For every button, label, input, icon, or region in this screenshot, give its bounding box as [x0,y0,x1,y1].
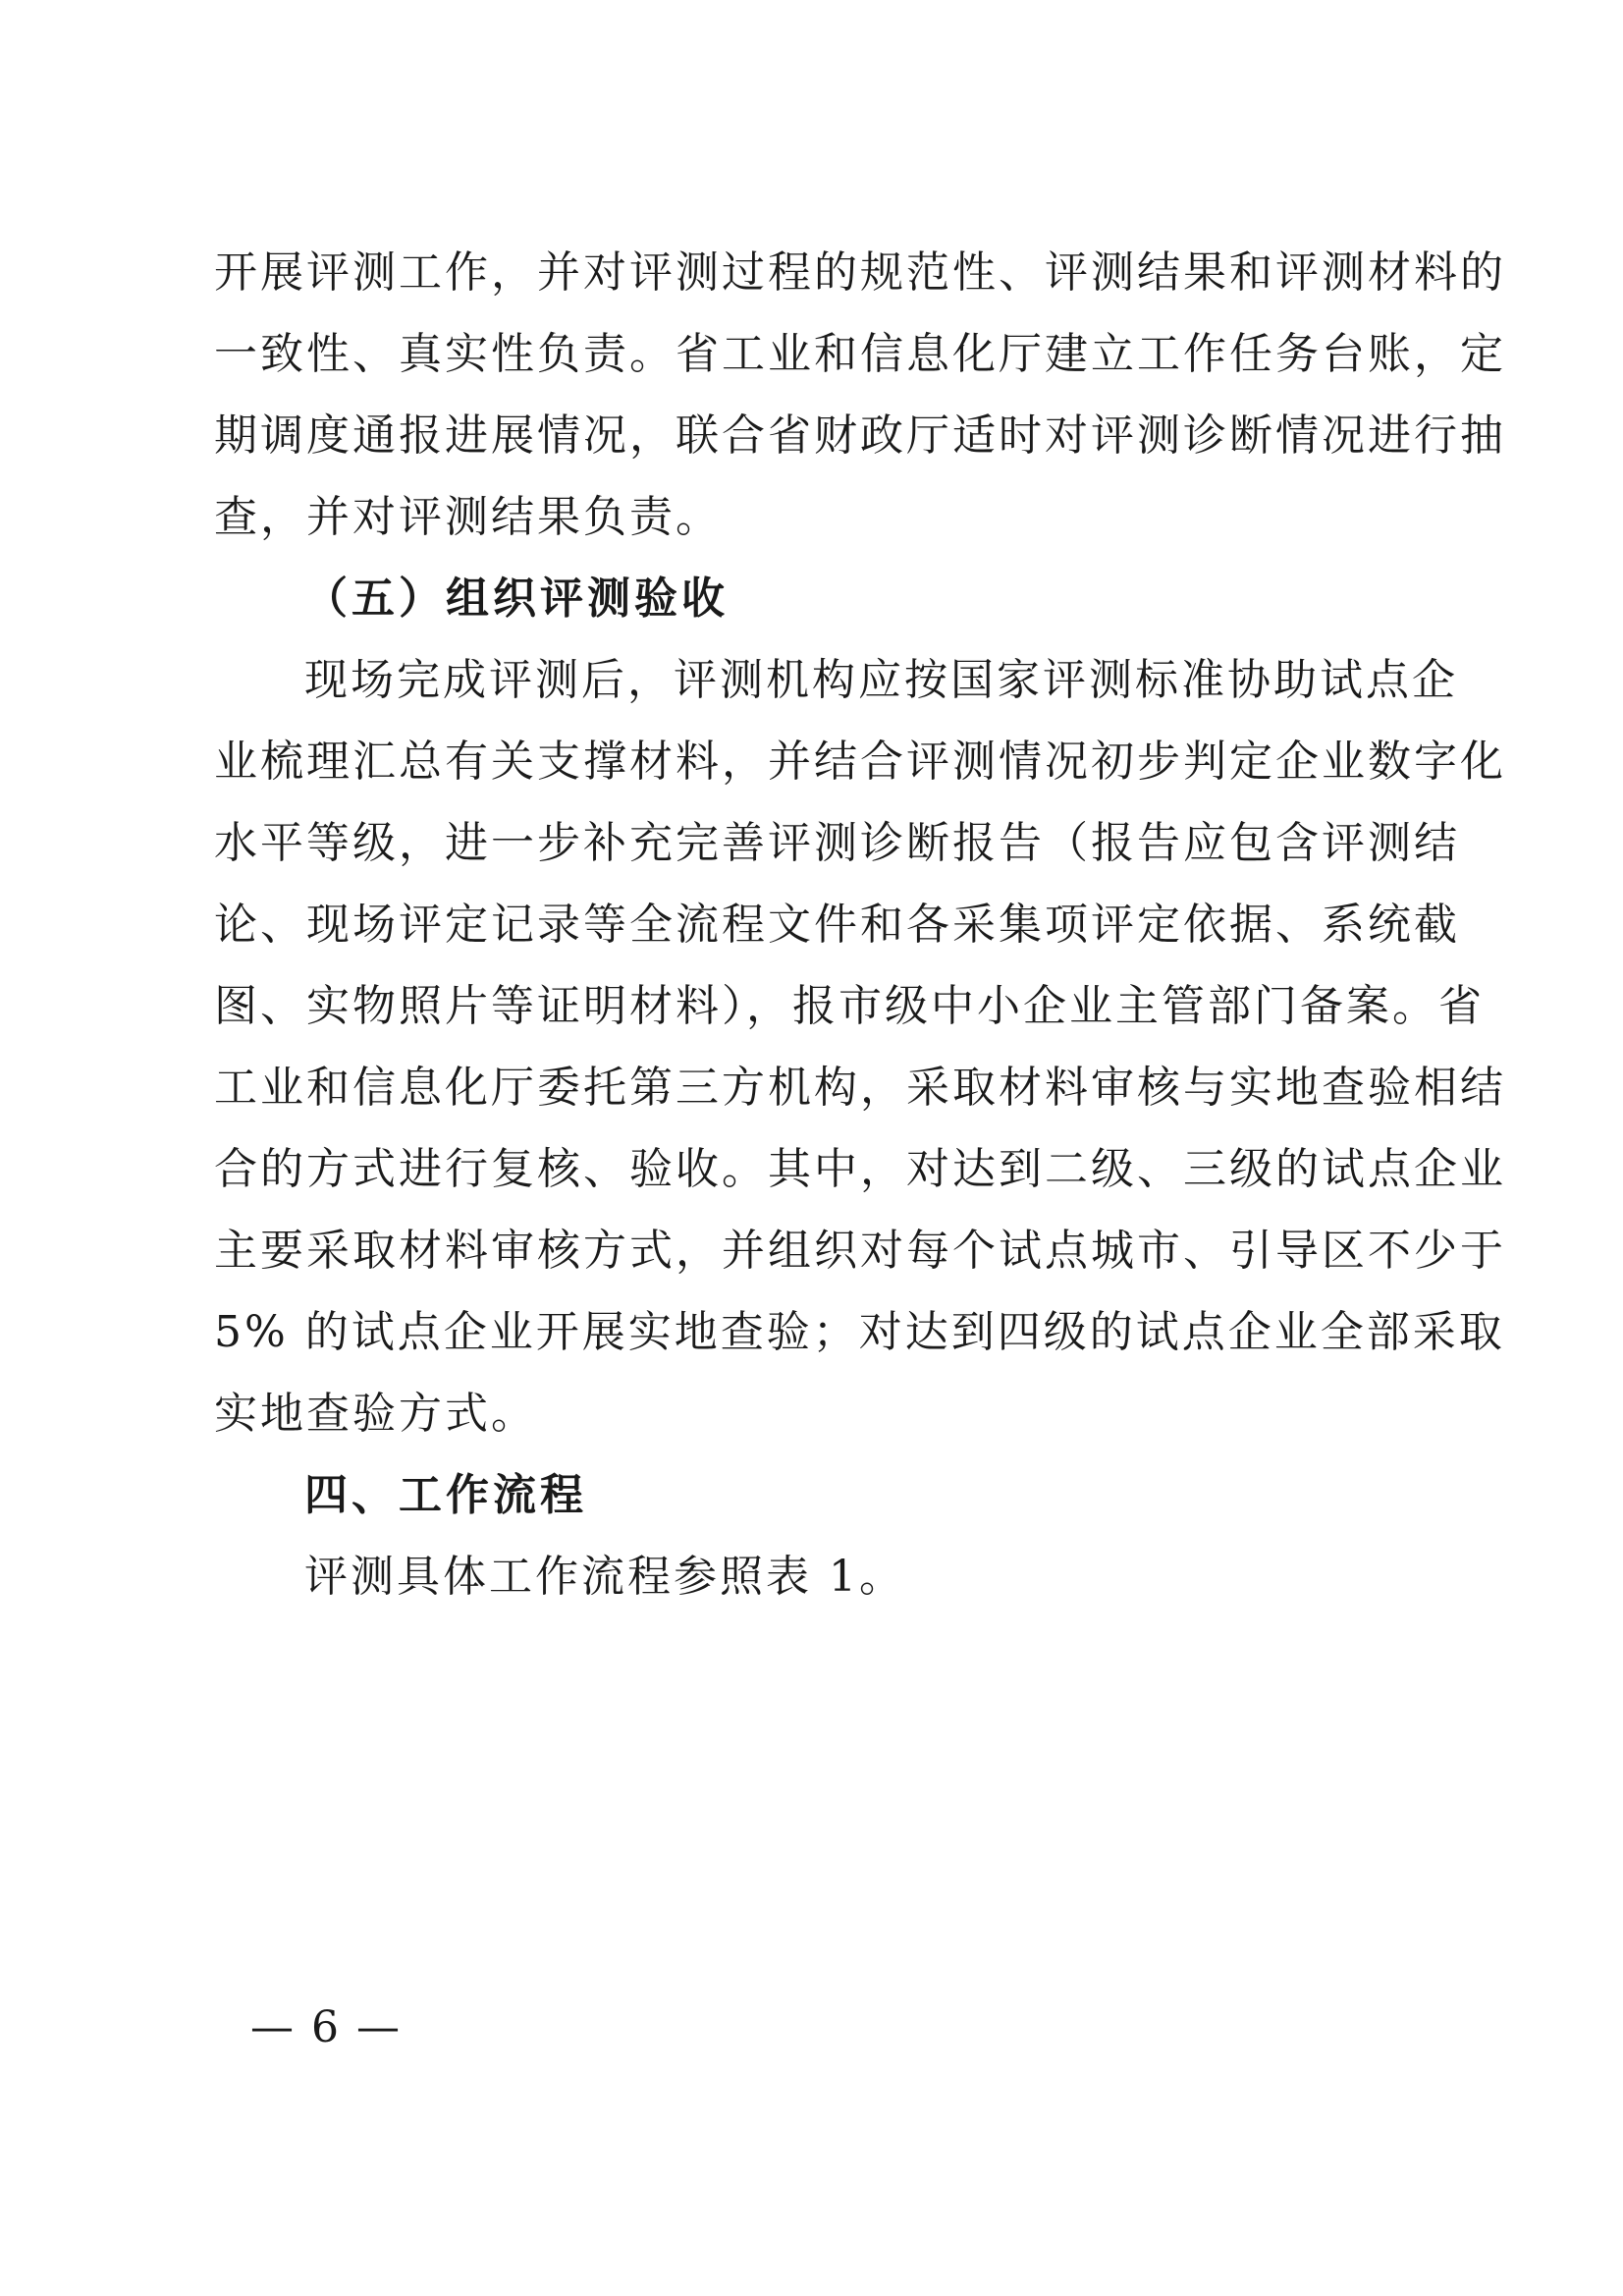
paragraph-line: 水平等级，进一步补充完善评测诊断报告（报告应包含评测结 [214,818,1460,868]
section-heading: 四、工作流程 [304,1470,587,1520]
paragraph-line: 论、现场评定记录等全流程文件和各采集项评定依据、系统截 [214,900,1460,950]
document-body [214,232,1506,1617]
paragraph-line: 实地查验方式。 [214,1389,537,1439]
paragraph-line: 评测具体工作流程参照表 1。 [304,1552,905,1602]
paragraph-line: 业梳理汇总有关支撑材料，并结合评测情况初步判定企业数字化 [214,737,1506,787]
paragraph-line: 合的方式进行复核、验收。其中，对达到二级、三级的试点企业 [214,1144,1506,1194]
paragraph-line: 期调度通报进展情况，联合省财政厅适时对评测诊断情况进行抽 [214,410,1506,461]
paragraph-line: 5% 的试点企业开展实地查验；对达到四级的试点企业全部采取 [214,1307,1505,1357]
paragraph-line: 图、实物照片等证明材料），报市级中小企业主管部门备案。省 [214,981,1485,1031]
page-number: — 6 — [250,2002,402,2052]
paragraph-line: 一致性、真实性负责。省工业和信息化厅建立工作任务台账，定 [214,329,1506,379]
section-subheading: （五）组织评测验收 [304,574,729,624]
paragraph-line: 工业和信息化厅委托第三方机构，采取材料审核与实地查验相结 [214,1063,1506,1113]
paragraph-line: 主要采取材料审核方式，并组织对每个试点城市、引导区不少于 [214,1226,1506,1276]
paragraph-line: 开展评测工作，并对评测过程的规范性、评测结果和评测材料的 [214,247,1506,298]
paragraph-line: 查，并对评测结果负责。 [214,492,722,542]
paragraph-line: 现场完成评测后，评测机构应按国家评测标准协助试点企 [304,655,1458,705]
